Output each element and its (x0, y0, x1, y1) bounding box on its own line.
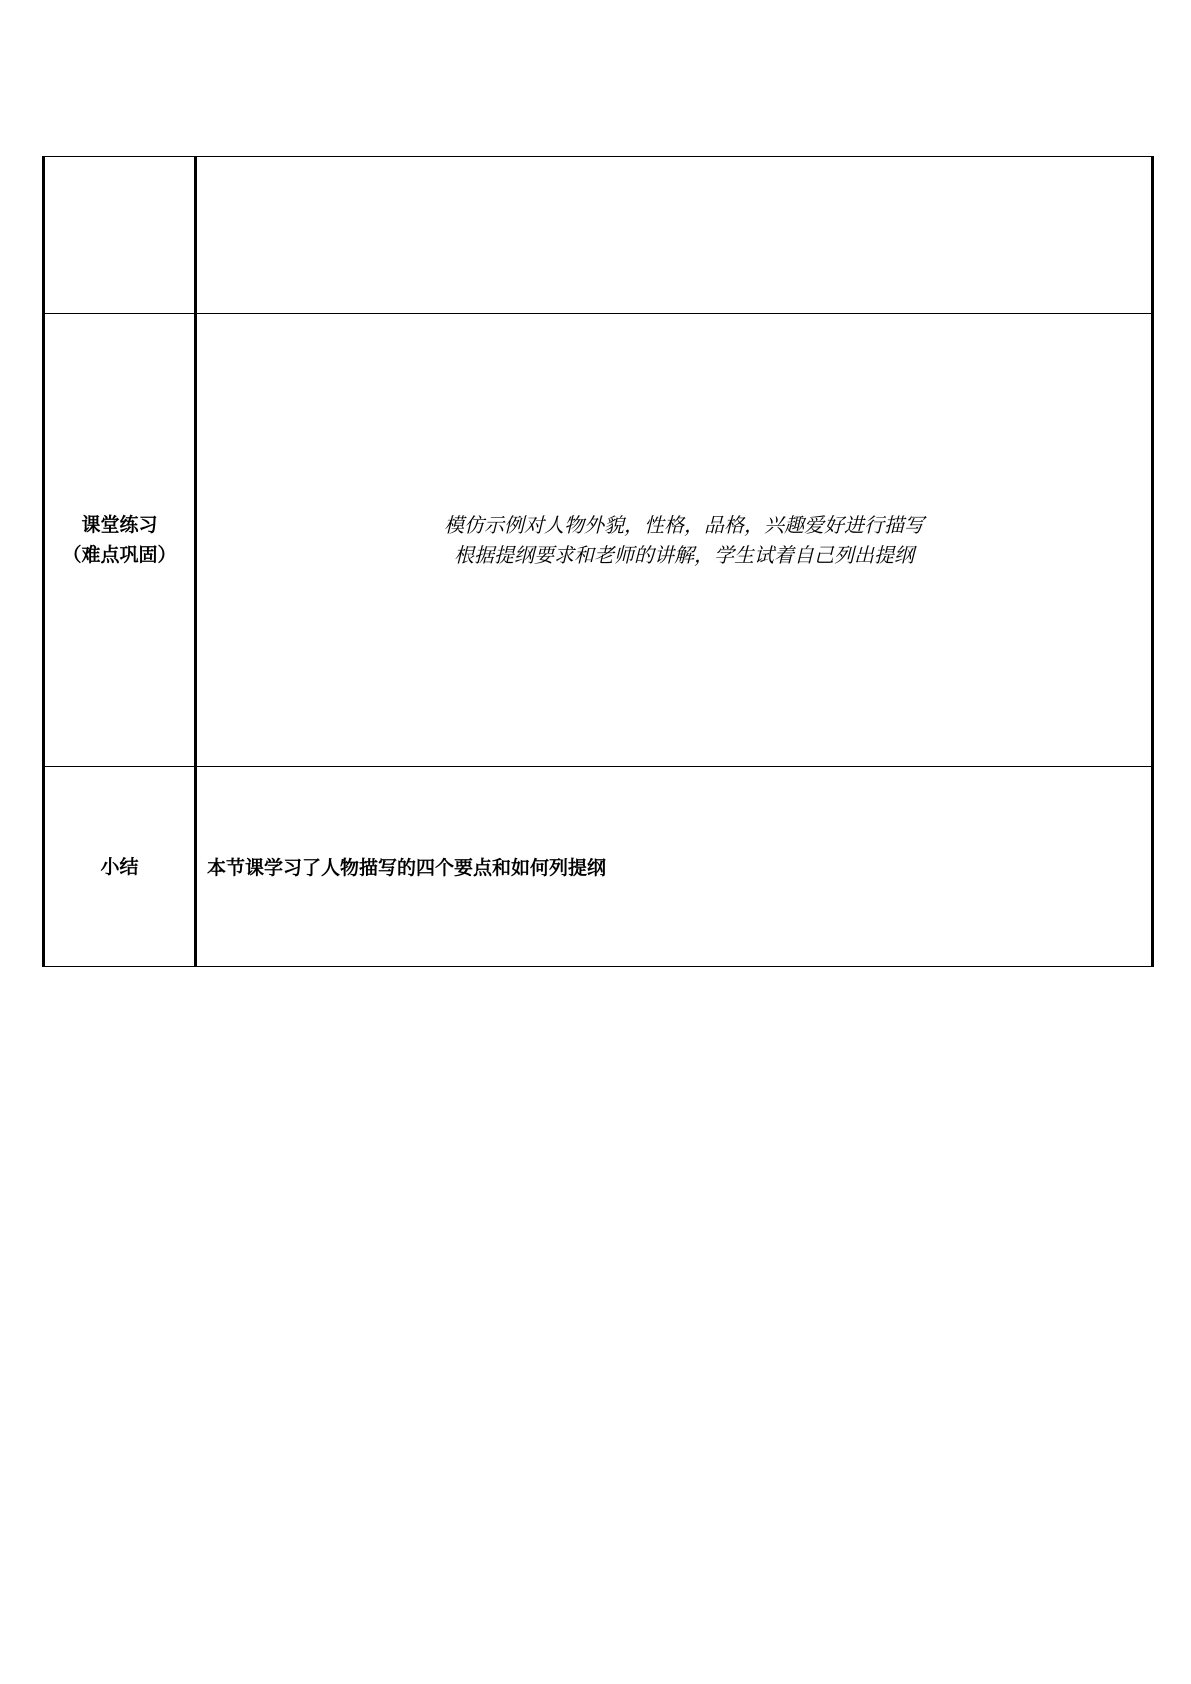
summary-content: 本节课学习了人物描写的四个要点和如何列提纲 (207, 857, 607, 879)
empty-label-cell (44, 157, 196, 314)
practice-content-cell (196, 314, 1153, 767)
practice-content-line-2: 根据提纲要求和老师的讲解，学生试着自己列出提纲 (454, 543, 914, 567)
lesson-plan-table (42, 156, 1154, 967)
summary-content-cell (196, 767, 1153, 967)
practice-content (197, 510, 1151, 570)
practice-label-subtitle: （难点巩固） (62, 544, 177, 566)
table-row-summary (44, 767, 1153, 967)
summary-label: 小结 (100, 855, 139, 878)
practice-label-cell (44, 314, 196, 767)
practice-label-title: 课堂练习 (81, 514, 158, 536)
practice-content-line-1: 模仿示例对人物外貌，性格，品格，兴趣爱好进行描写 (444, 513, 924, 537)
table-row-practice (44, 314, 1153, 767)
table-row-empty (44, 157, 1153, 314)
summary-label-cell (44, 767, 196, 967)
empty-content-cell (196, 157, 1153, 314)
